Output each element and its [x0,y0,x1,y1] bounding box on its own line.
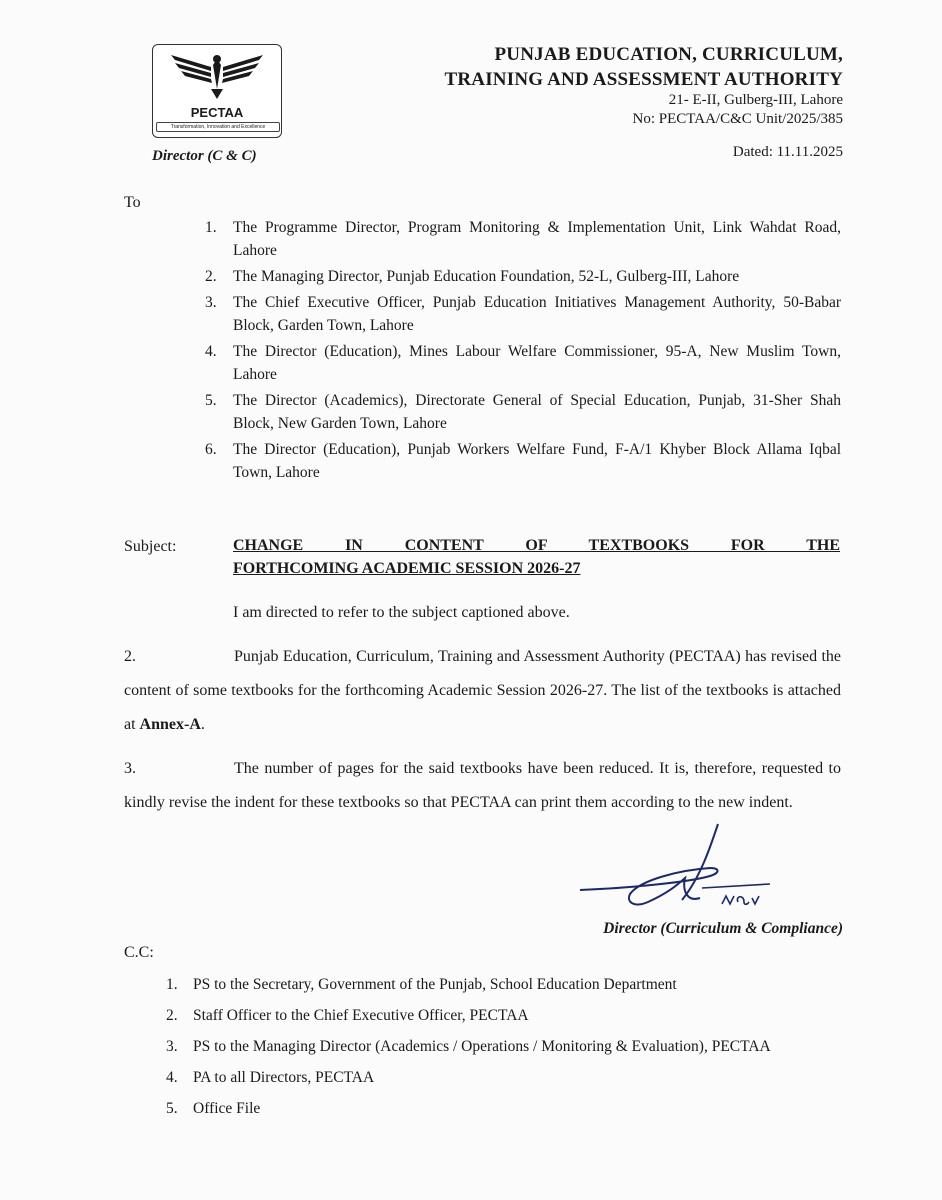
subject-text [233,534,840,580]
recipient-text: The Managing Director, Punjab Education Foundation, 52-L, Gulberg-III, Lahore [233,268,740,285]
issuing-office: Director (C & C) [152,148,257,164]
paragraph-3 [124,752,841,820]
paragraph-number: 3. [124,760,136,777]
recipient-item [205,340,841,386]
annex-reference: Annex-A [139,716,201,733]
item-number: 1. [205,219,217,236]
org-address: 21- E-II, Gulberg-III, Lahore [668,92,843,108]
cc-text: PS to the Managing Director (Academics / Operations / Monitoring & Evaluation), PECTAA [193,1038,771,1055]
reference-number: No: PECTAA/C&C Unit/2025/385 [632,111,843,127]
recipient-list [205,216,841,487]
cc-list [166,974,842,1129]
recipient-text: The Director (Academics), Directorate General of Special Education, Punjab, 31-Sher Shah Block, New Garden Town, Lahore [233,392,841,432]
paragraph-2-text: Punjab Education, Curriculum, Training and Assessment Authority (PECTAA) has revised the content of some textbooks for the forthcoming Academic Session 2026-27. The list of the textbooks is attached at [124,648,841,733]
logo-tagline: Transformation, Innovation and Excellence [156,122,280,132]
item-number: 4. [205,343,217,360]
cc-text: PS to the Secretary, Government of the Punjab, School Education Department [193,976,677,993]
subject-label: Subject: [124,538,177,555]
item-number: 2. [166,1007,178,1024]
recipient-item [205,216,841,262]
eagle-emblem-icon [167,51,267,103]
recipient-text: The Programme Director, Program Monitoring & Implementation Unit, Link Wahdat Road, Lahore [233,219,841,259]
cc-text: PA to all Directors, PECTAA [193,1069,375,1086]
cc-item [166,1005,842,1027]
org-line-1: PUNJAB EDUCATION, CURRICULUM, [494,44,843,65]
recipient-text: The Chief Executive Officer, Punjab Education Initiatives Management Authority, 50-Babar Block, Garden Town, Lahore [233,294,841,334]
paragraph-3-text: The number of pages for the said textbooks have been reduced. It is, therefore, requested to kindly revise the indent for these textbooks so that PECTAA can print them according to the new indent. [124,760,841,811]
logo-name: PECTAA [190,105,244,120]
cc-item [166,974,842,996]
subject-line-1: CHANGE IN CONTENT OF TEXTBOOKS FOR THE [233,537,840,554]
item-number: 1. [166,976,178,993]
cc-item [166,1067,842,1089]
signatory-title: Director (Curriculum & Compliance) [603,920,843,937]
handwritten-signature [570,818,800,923]
item-number: 5. [166,1100,178,1117]
recipient-text: The Director (Education), Punjab Workers Welfare Fund, F-A/1 Khyber Block Allama Iqbal Town, Lahore [233,441,841,481]
cc-text: Office File [193,1100,261,1117]
paragraph-number: 2. [124,648,136,665]
recipient-item [205,291,841,337]
organization-name [445,42,844,92]
item-number: 2. [205,268,217,285]
paragraph-1: I am directed to refer to the subject captioned above. [233,604,570,621]
recipient-text: The Director (Education), Mines Labour Welfare Commissioner, 95-A, New Muslim Town, Lahore [233,343,841,383]
item-number: 4. [166,1069,178,1086]
cc-text: Staff Officer to the Chief Executive Officer, PECTAA [193,1007,529,1024]
paragraph-2 [124,640,841,742]
cc-item [166,1098,842,1120]
cc-item [166,1036,842,1058]
letter-date: Dated: 11.11.2025 [732,144,843,160]
to-label: To [124,194,141,211]
subject-line-2: FORTHCOMING ACADEMIC SESSION 2026-27 [233,560,581,577]
recipient-item [205,389,841,435]
paragraph-2-end: . [200,716,205,733]
item-number: 3. [205,294,217,311]
org-line-2: TRAINING AND ASSESSMENT AUTHORITY [444,69,843,90]
item-number: 6. [205,441,217,458]
recipient-item [205,265,841,288]
item-number: 3. [166,1038,178,1055]
recipient-item [205,438,841,484]
pectaa-logo [152,44,282,138]
item-number: 5. [205,392,217,409]
cc-label: C.C: [124,944,154,961]
